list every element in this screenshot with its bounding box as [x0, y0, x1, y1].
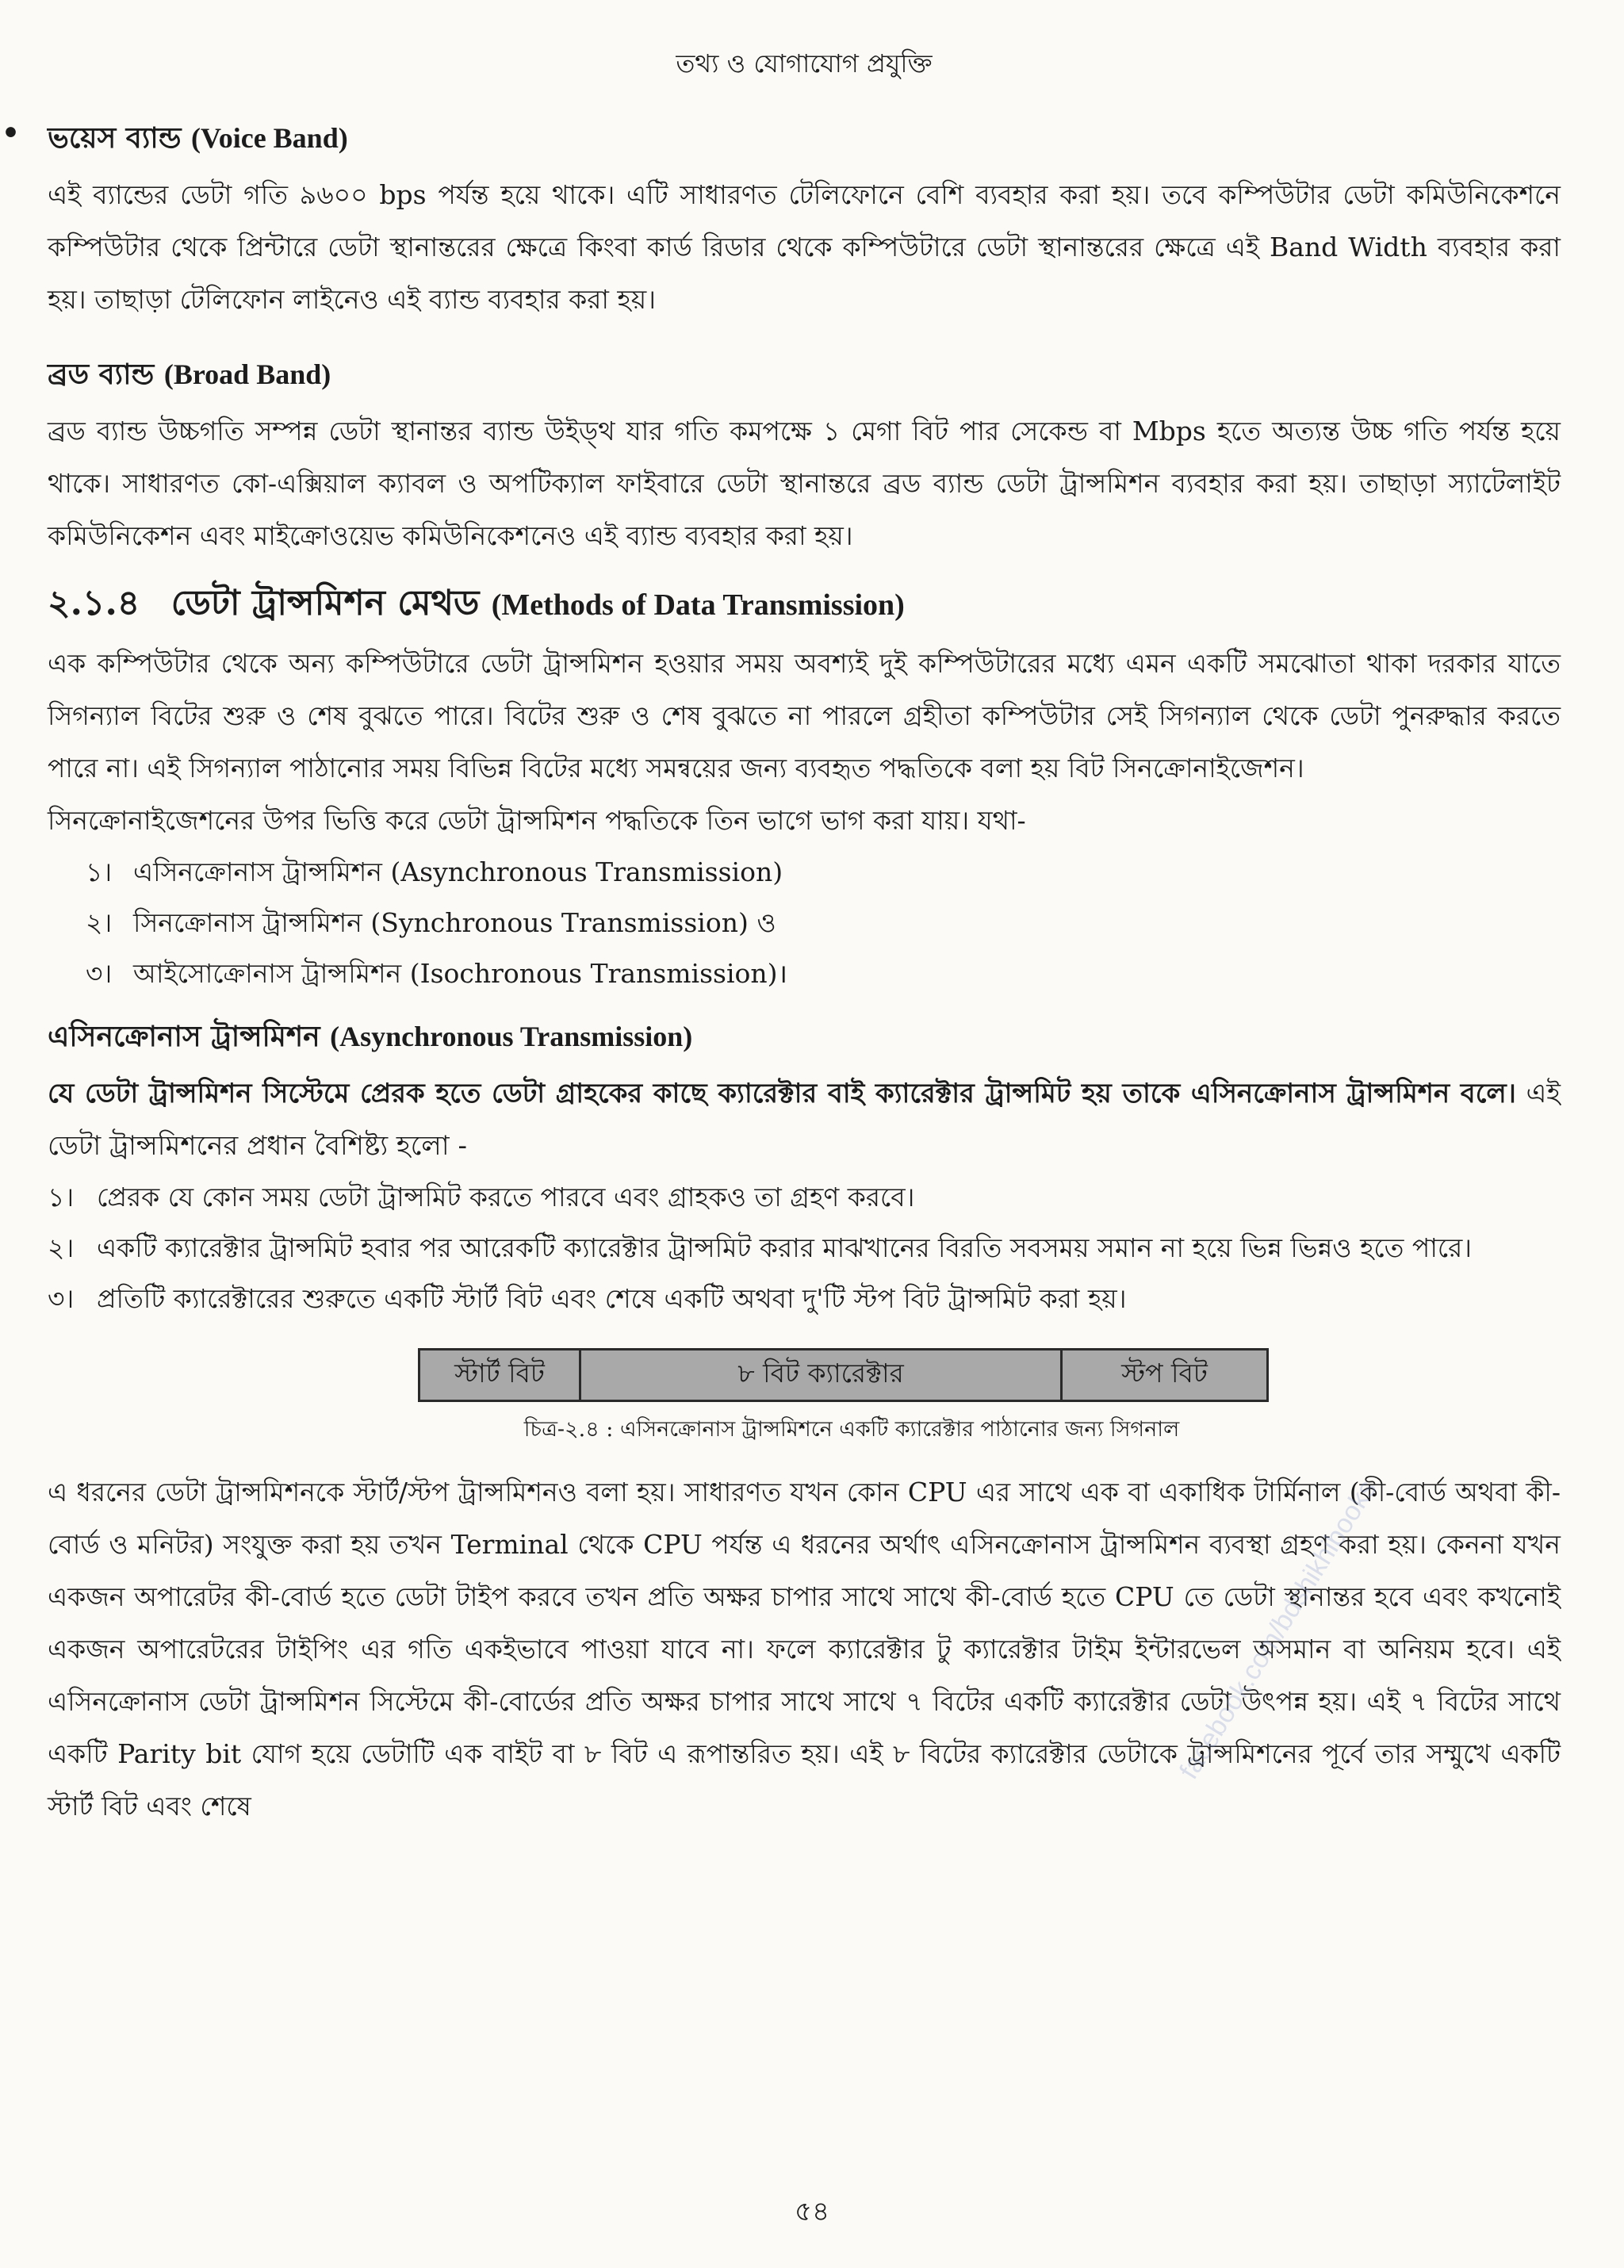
list-text: প্রেরক যে কোন সময় ডেটা ট্রান্সমিট করতে পারবে এবং গ্রাহকও তা গ্রহণ করবে। [97, 1182, 915, 1213]
methods-body-1: এক কম্পিউটার থেকে অন্য কম্পিউটারে ডেটা ট্রান্সমিশন হওয়ার সময় অবশ্যই দুই কম্পিউটারের মধ্যে এমন একটি সমঝোতা থাকা দরকার যাতে সিগন্যাল বিটের শুরু ও শেষ বুঝতে পারে। বিটের শুরু ও শেষ বুঝতে না পারলে গ্রহীতা কম্পিউটার সেই সিগন্যাল থেকে ডেটা পুনরুদ্ধার করতে পারে না। এই সিগন্যাল পাঠানোর সময় বিভিন্ন বিটের মধ্যে সমন্বয়ের জন্য ব্যবহৃত পদ্ধতিকে বলা হয় বিট সিনক্রোনাইজেশন। [48, 648, 1561, 783]
voice-band-heading [2, 117, 1561, 164]
section-title-en: (Methods of Data Transmission) [491, 588, 905, 622]
list-text: আইসোক্রোনাস ট্রান্সমিশন (Isochronous Transmission)। [133, 958, 788, 989]
section-title [48, 577, 1561, 634]
list-index: ২। [86, 907, 113, 938]
async-body: এ ধরনের ডেটা ট্রান্সমিশনকে স্টার্ট/স্টপ ট্রান্সমিশনও বলা হয়। সাধারণত যখন কোন CPU এর সাথে এক বা একাধিক টার্মিনাল (কী-বোর্ড অথবা কী-বোর্ড ও মনিটর) সংযুক্ত করা হয় তখন Terminal থেকে CPU পর্যন্ত এ ধরনের অর্থাৎ এসিনক্রোনাস ট্রান্সমিশন ব্যবস্থা গ্রহণ করা হয়। কেননা যখন একজন অপারেটর কী-বোর্ড হতে ডেটা টাইপ করবে তখন প্রতি অক্ষর চাপার সাথে সাথে কী-বোর্ড হতে CPU তে ডেটা স্থানান্তর হবে এবং কখনোই একজন অপারেটরের টাইপিং এর গতি একইভাবে পাওয়া যাবে না। ফলে ক্যারেক্টার টু ক্যারেক্টার টাইম ইন্টারভেল অসমান বা অনিয়ম হবে। এই এসিনক্রোনাস ডেটা ট্রান্সমিশন সিস্টেমে কী-বোর্ডের প্রতি অক্ষর চাপার সাথে সাথে ৭ বিটের একটি ক্যারেক্টার ডেটা উৎপন্ন হয়। এই ৭ বিটের সাথে একটি Parity bit যোগ হয়ে ডেটাটি এক বাইট বা ৮ বিট এ রূপান্তরিত হয়। এই ৮ বিটের ক্যারেক্টার ডেটাকে ট্রান্সমিশনের পূর্বে তার সম্মুখে একটি স্টার্ট বিট এবং শেষে [48, 1477, 1561, 1822]
list-text: প্রতিটি ক্যারেক্টারের শুরুতে একটি স্টার্ট বিট এবং শেষে একটি অথবা দু'টি স্টপ বিট ট্রান্সমিট করা হয়। [97, 1283, 1127, 1314]
broad-band-body: ব্রড ব্যান্ড উচ্চগতি সম্পন্ন ডেটা স্থানান্তর ব্যান্ড উইড্থ যার গতি কমপক্ষে ১ মেগা বিট পার সেকেন্ড বা Mbps হতে অত্যন্ত উচ্চ গতি পর্যন্ত হয়ে থাকে। সাধারণত কো-এক্সিয়াল ক্যাবল ও অপটিক্যাল ফাইবারে ডেটা স্থানান্তরে ব্রড ব্যান্ড ডেটা ট্রান্সমিশন ব্যবহার করা হয়। তাছাড়া স্যাটেলাইট কমিউনিকেশন এবং মাইক্রোওয়েভ কমিউনিকেশনেও এই ব্যান্ড ব্যবহার করা হয়। [48, 416, 1561, 551]
async-definition-rest: এই ডেটা ট্রান্সমিশনের প্রধান বৈশিষ্ট্য হলো - [48, 1078, 1561, 1162]
figure-caption: চিত্র-২.৪ : এসিনক্রোনাস ট্রান্সমিশনে একটি ক্যারেক্টার পাঠানোর জন্য সিগনাল [523, 1417, 1180, 1442]
voice-band-heading-bn: ভয়েস ব্যান্ড [48, 121, 182, 155]
list-index: ২। [48, 1232, 75, 1263]
list-index: ১। [86, 856, 113, 887]
section-number: ২.১.৪ [48, 583, 140, 623]
async-definition [48, 1067, 1561, 1172]
list-text: একটি ক্যারেক্টার ট্রান্সমিট হবার পর আরেকটি ক্যারেক্টার ট্রান্সমিট করার মাঝখানের বিরতি সবসময় সমান না হয়ে ভিন্ন ভিন্নও হতে পারে। [97, 1232, 1473, 1263]
character-frame-diagram [418, 1348, 1269, 1402]
broad-band-heading-bn: ব্রড ব্যান্ড [48, 358, 155, 391]
broad-band-heading-en: (Broad Band) [163, 358, 331, 390]
section-title-bn: ডেটা ট্রান্সমিশন মেথড [170, 583, 480, 623]
async-features [48, 1172, 1561, 1324]
page-number: ৫৪ [794, 2196, 830, 2228]
list-text: সিনক্রোনাস ট্রান্সমিশন (Synchronous Transmission) ও [133, 907, 776, 938]
list-index: ১। [48, 1182, 75, 1213]
running-header: তথ্য ও যোগাযোগ প্রযুক্তি [676, 48, 933, 79]
async-heading-bn: এসিনক্রোনাস ট্রান্সমিশন [48, 1020, 320, 1053]
list-item [48, 1223, 1561, 1274]
methods-body-2: সিনক্রোনাইজেশনের উপর ভিত্তি করে ডেটা ট্রান্সমিশন পদ্ধতিকে তিন ভাগে ভাগ করা যায়। যথা- [48, 805, 1026, 836]
async-definition-bold: যে ডেটা ট্রান্সমিশন সিস্টেমে প্রেরক হতে ডেটা গ্রাহকের কাছে ক্যারেক্টার বাই ক্যারেক্টার ট্রান্সমিট হয় তাকে এসিনক্রোনাস ট্রান্সমিশন বলে। [48, 1078, 1516, 1109]
bullet-icon: • [2, 117, 21, 150]
stop-bit-cell: স্টপ বিট [1121, 1358, 1208, 1389]
async-heading [48, 1015, 1561, 1063]
broad-band-heading [48, 353, 1561, 400]
watermark: facebook.com/bdshikhibooks [1174, 1474, 1383, 1785]
list-text: এসিনক্রোনাস ট্রান্সমিশন (Asynchronous Transmission) [133, 856, 783, 887]
spacer [48, 326, 1561, 353]
voice-band-body: এই ব্যান্ডের ডেটা গতি ৯৬০০ bps পর্যন্ত হয়ে থাকে। এটি সাধারণত টেলিফোনে বেশি ব্যবহার করা হয়। তবে কম্পিউটার ডেটা কমিউনিকেশনে কম্পিউটার থেকে প্রিন্টারে ডেটা স্থানান্তরের ক্ষেত্রে কিংবা কার্ড রিডার থেকে কম্পিউটারে ডেটা স্থানান্তরের ক্ষেত্রে এই Band Width ব্যবহার করা হয়। তাছাড়া টেলিফোন লাইনেও এই ব্যান্ড ব্যবহার করা হয়। [48, 179, 1561, 315]
voice-band-heading-en: (Voice Band) [191, 122, 348, 154]
start-bit-cell: স্টার্ট বিট [420, 1350, 581, 1400]
async-heading-en: (Asynchronous Transmission) [330, 1021, 693, 1052]
list-item [86, 847, 1561, 898]
list-item [48, 1172, 1561, 1223]
methods-list [48, 847, 1561, 999]
list-item [86, 948, 1561, 999]
list-index: ৩। [86, 958, 113, 989]
list-item [48, 1274, 1561, 1324]
spacer [48, 999, 1561, 1015]
character-bits-cell: ৮ বিট ক্যারেক্টার [581, 1350, 1063, 1400]
list-index: ৩। [48, 1283, 75, 1314]
list-item [86, 898, 1561, 948]
